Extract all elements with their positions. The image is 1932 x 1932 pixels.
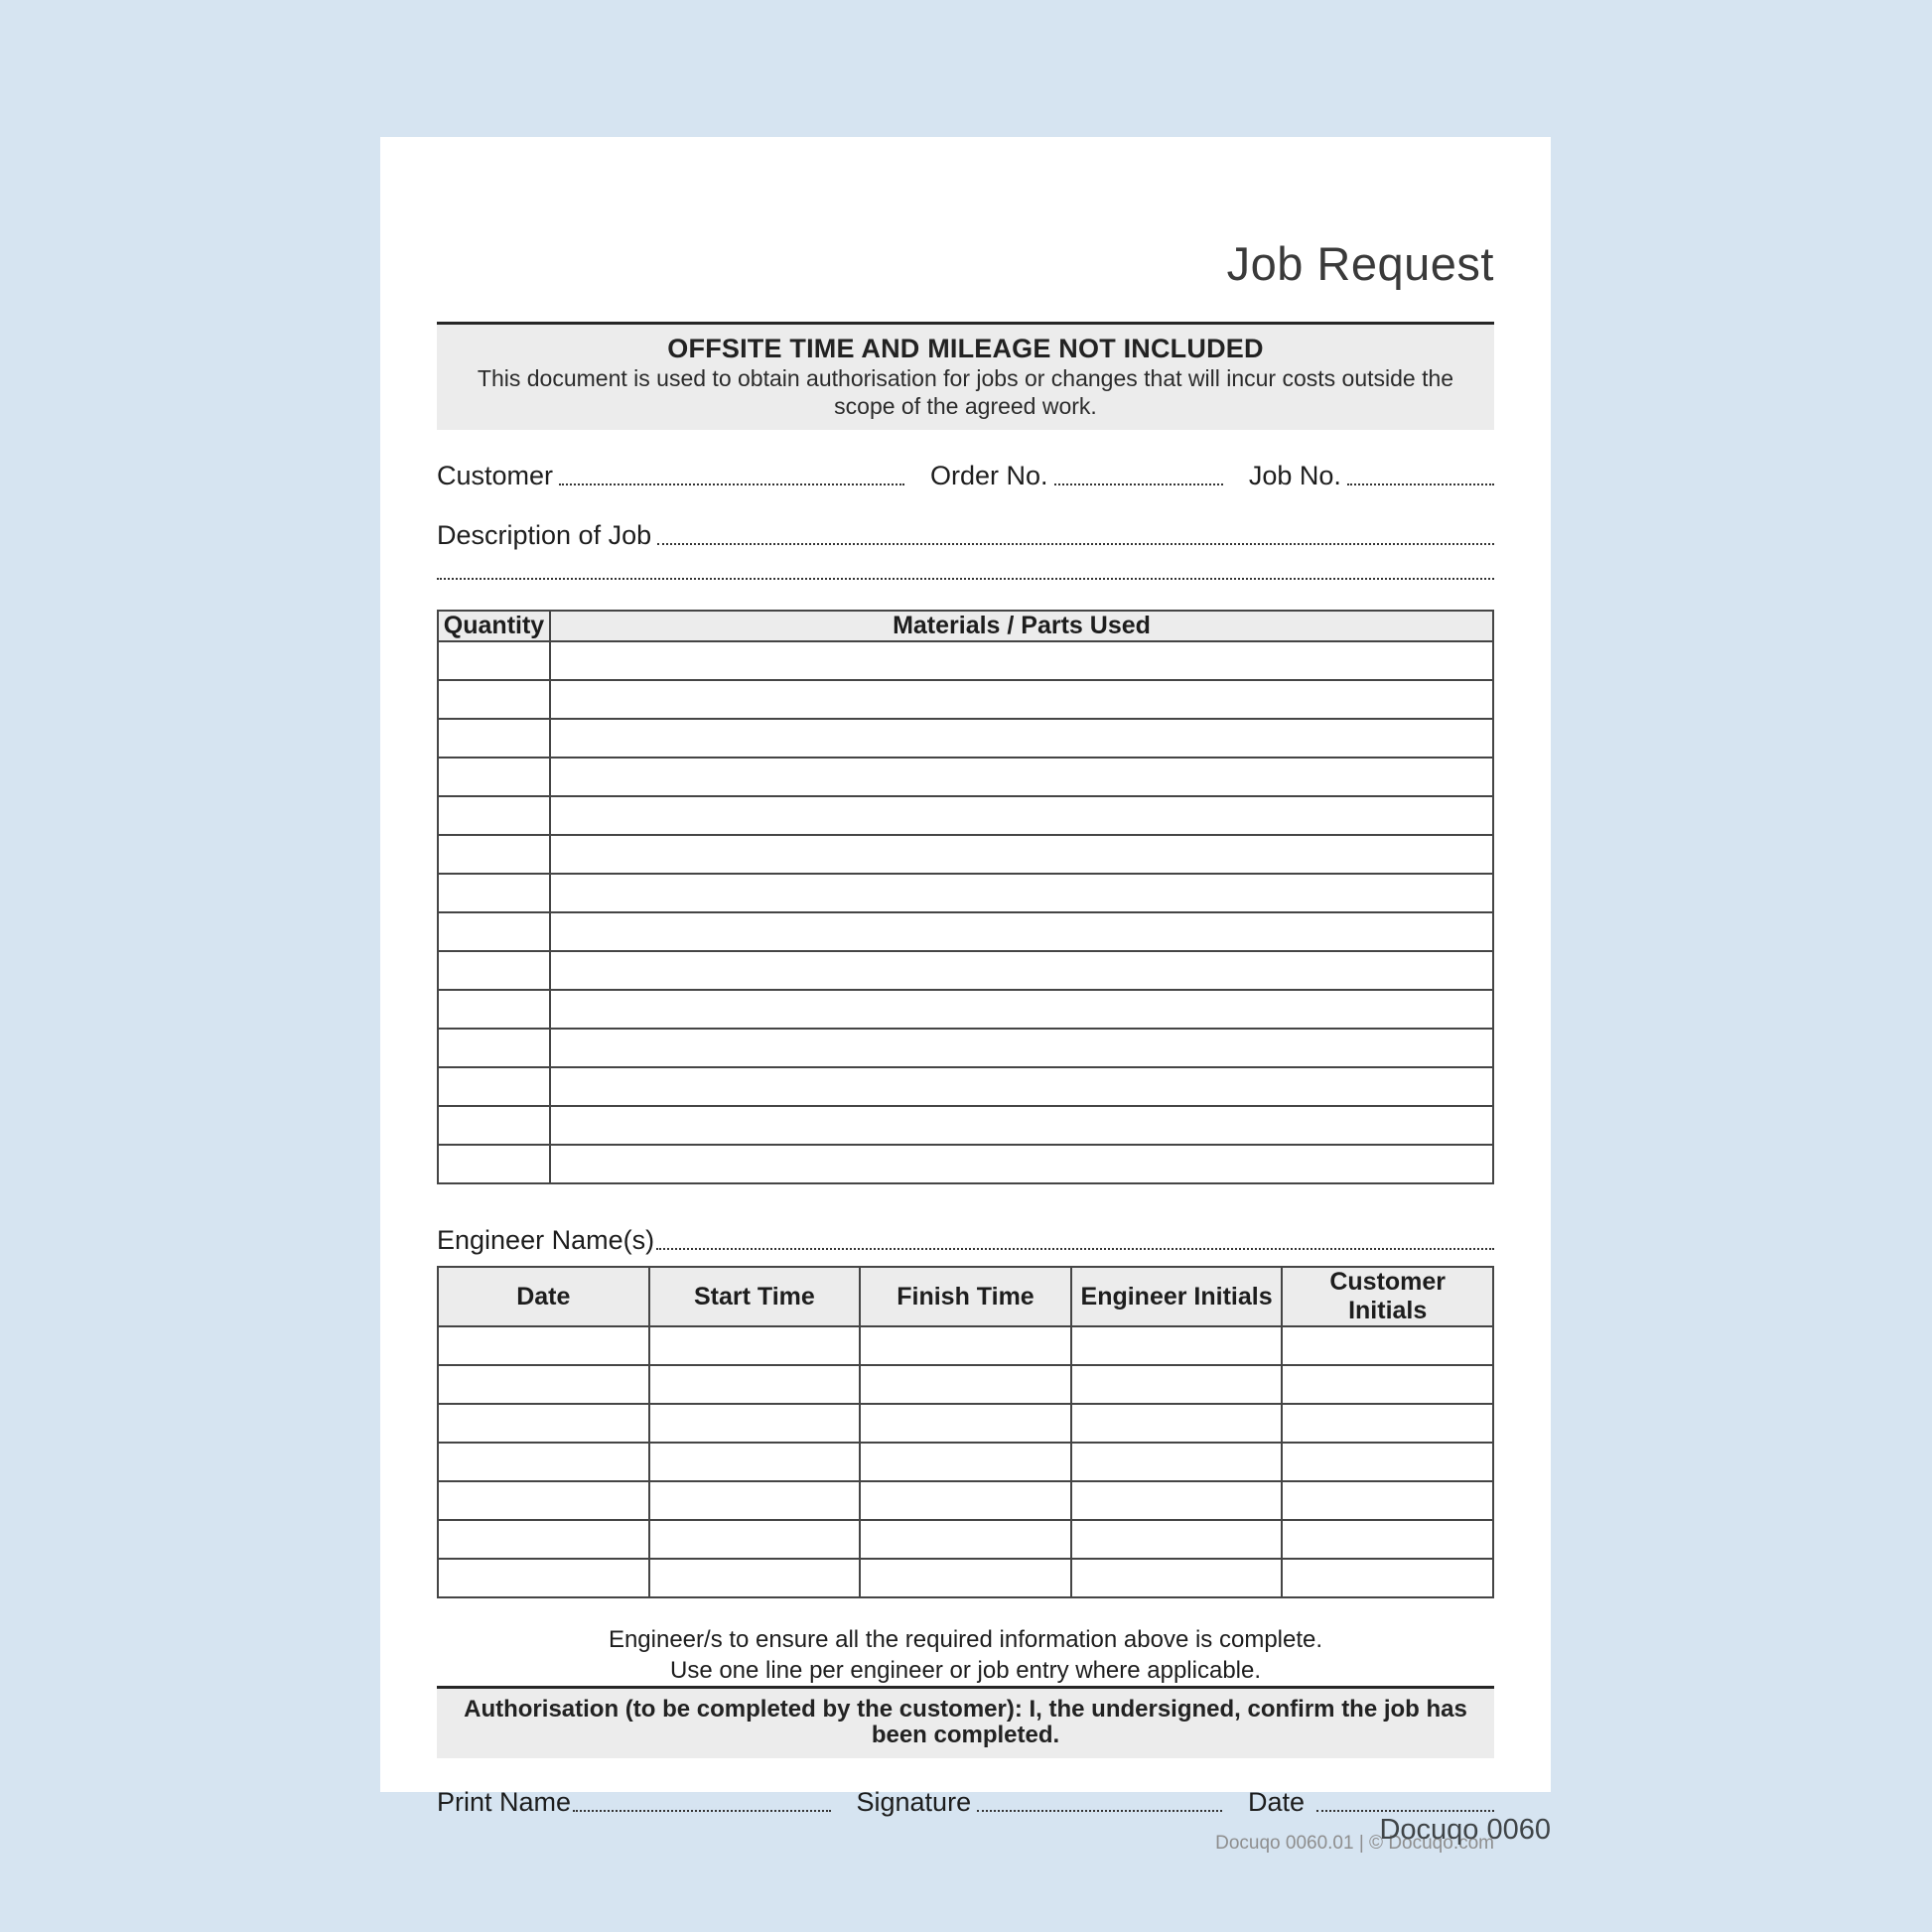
table-row <box>438 835 1493 874</box>
empty-cell <box>550 1106 1493 1145</box>
table-row <box>438 1559 1493 1597</box>
note-line-1: Engineer/s to ensure all the required information above is complete. <box>608 1626 1323 1654</box>
table-row <box>438 1365 1493 1404</box>
table-row <box>438 990 1493 1029</box>
empty-cell <box>550 796 1493 835</box>
description-continuation-line <box>437 577 1494 580</box>
job-no-label: Job No. <box>1248 461 1341 491</box>
empty-cell <box>550 951 1493 990</box>
empty-cell <box>649 1520 861 1559</box>
engineer-names-row <box>437 1224 1494 1256</box>
empty-cell <box>649 1559 861 1597</box>
empty-cell <box>860 1520 1071 1559</box>
empty-cell <box>438 796 550 835</box>
table-row <box>438 1145 1493 1183</box>
empty-cell <box>649 1481 861 1520</box>
order-no-label: Order No. <box>930 461 1048 491</box>
empty-cell <box>1282 1481 1493 1520</box>
empty-cell <box>550 1067 1493 1106</box>
page-title: Job Request <box>1226 237 1494 290</box>
column-header: Materials / Parts Used <box>550 611 1493 641</box>
empty-cell <box>1071 1520 1283 1559</box>
order-no-input-line <box>1054 483 1223 485</box>
customer-input-line <box>559 483 904 485</box>
authorisation-banner: Authorisation (to be completed by the customer): I, the undersigned, confirm the job has been completed. <box>437 1686 1494 1758</box>
empty-cell <box>438 990 550 1029</box>
empty-cell <box>438 1404 649 1443</box>
customer-order-job-row <box>437 460 1494 491</box>
empty-cell <box>860 1365 1071 1404</box>
table-row <box>438 641 1493 680</box>
table-body <box>438 1326 1493 1597</box>
table-row <box>438 1481 1493 1520</box>
column-header: Finish Time <box>860 1267 1071 1326</box>
engineer-names-input-line <box>656 1247 1494 1250</box>
table-row <box>438 1067 1493 1106</box>
empty-cell <box>1071 1404 1283 1443</box>
empty-cell <box>550 990 1493 1029</box>
empty-cell <box>438 1326 649 1365</box>
empty-cell <box>438 1106 550 1145</box>
table-row <box>438 874 1493 912</box>
signature-row <box>437 1786 1494 1818</box>
empty-cell <box>550 874 1493 912</box>
empty-cell <box>860 1559 1071 1597</box>
empty-cell <box>438 641 550 680</box>
empty-cell <box>860 1326 1071 1365</box>
signature-label: Signature <box>856 1787 972 1818</box>
empty-cell <box>438 951 550 990</box>
table-row <box>438 719 1493 758</box>
empty-cell <box>1071 1326 1283 1365</box>
document-footer: Docuqo 0060.01 | © Docuqo.com <box>1215 1833 1494 1855</box>
empty-cell <box>438 1365 649 1404</box>
date-input-line <box>1316 1809 1494 1812</box>
empty-cell <box>438 874 550 912</box>
table-row <box>438 1520 1493 1559</box>
table-row <box>438 1029 1493 1067</box>
empty-cell <box>649 1404 861 1443</box>
empty-cell <box>438 835 550 874</box>
materials-parts-table <box>437 610 1494 1184</box>
table-header-row <box>438 1267 1493 1326</box>
empty-cell <box>438 1520 649 1559</box>
empty-cell <box>550 1145 1493 1183</box>
empty-cell <box>1282 1326 1493 1365</box>
table-row <box>438 680 1493 719</box>
description-of-job-label: Description of Job <box>437 520 652 551</box>
empty-cell <box>1282 1559 1493 1597</box>
empty-cell <box>550 758 1493 796</box>
empty-cell <box>649 1326 861 1365</box>
table-row <box>438 912 1493 951</box>
table-row <box>438 951 1493 990</box>
column-header: Date <box>438 1267 649 1326</box>
empty-cell <box>550 1029 1493 1067</box>
empty-cell <box>438 1067 550 1106</box>
description-row <box>437 519 1494 551</box>
table-row <box>438 1443 1493 1481</box>
empty-cell <box>1071 1443 1283 1481</box>
date-label: Date <box>1248 1787 1306 1818</box>
empty-cell <box>550 912 1493 951</box>
empty-cell <box>438 912 550 951</box>
empty-cell <box>860 1481 1071 1520</box>
table-header-row <box>438 611 1493 641</box>
empty-cell <box>438 1559 649 1597</box>
document-page <box>380 137 1551 1855</box>
empty-cell <box>649 1443 861 1481</box>
empty-cell <box>1282 1365 1493 1404</box>
column-header: Start Time <box>649 1267 861 1326</box>
description-input-line <box>657 542 1494 545</box>
column-header: Engineer Initials <box>1071 1267 1283 1326</box>
empty-cell <box>438 1481 649 1520</box>
empty-cell <box>1071 1365 1283 1404</box>
table-body <box>438 641 1493 1183</box>
customer-label: Customer <box>437 461 554 491</box>
empty-cell <box>438 1443 649 1481</box>
brand-watermark: Docuqo 0060 <box>1379 1814 1551 1846</box>
print-name-label: Print Name <box>437 1787 572 1818</box>
empty-cell <box>1071 1481 1283 1520</box>
table-row <box>438 1326 1493 1365</box>
engineer-names-label: Engineer Name(s) <box>437 1225 655 1256</box>
empty-cell <box>860 1443 1071 1481</box>
empty-cell <box>438 719 550 758</box>
signature-input-line <box>977 1809 1222 1812</box>
table-row <box>438 796 1493 835</box>
print-name-input-line <box>573 1809 830 1812</box>
empty-cell <box>438 680 550 719</box>
column-header: Customer Initials <box>1282 1267 1493 1326</box>
job-no-input-line <box>1347 483 1494 485</box>
empty-cell <box>550 835 1493 874</box>
empty-cell <box>1282 1520 1493 1559</box>
empty-cell <box>550 719 1493 758</box>
notice-banner-subtitle: This document is used to obtain authorisation for jobs or changes that will incur costs outside the scope of the agreed work. <box>477 365 1454 420</box>
empty-cell <box>438 1029 550 1067</box>
table-row <box>438 1106 1493 1145</box>
column-header: Quantity <box>438 611 550 641</box>
empty-cell <box>438 1145 550 1183</box>
empty-cell <box>550 641 1493 680</box>
empty-cell <box>1282 1404 1493 1443</box>
empty-cell <box>1282 1443 1493 1481</box>
table-row <box>438 758 1493 796</box>
notice-banner <box>437 322 1494 430</box>
table-row <box>438 1404 1493 1443</box>
empty-cell <box>438 758 550 796</box>
note-line-2: Use one line per engineer or job entry where applicable. <box>669 1657 1262 1685</box>
notice-banner-title: OFFSITE TIME AND MILEAGE NOT INCLUDED <box>667 334 1264 364</box>
time-log-table <box>437 1266 1494 1598</box>
empty-cell <box>550 680 1493 719</box>
empty-cell <box>649 1365 861 1404</box>
empty-cell <box>860 1404 1071 1443</box>
empty-cell <box>1071 1559 1283 1597</box>
